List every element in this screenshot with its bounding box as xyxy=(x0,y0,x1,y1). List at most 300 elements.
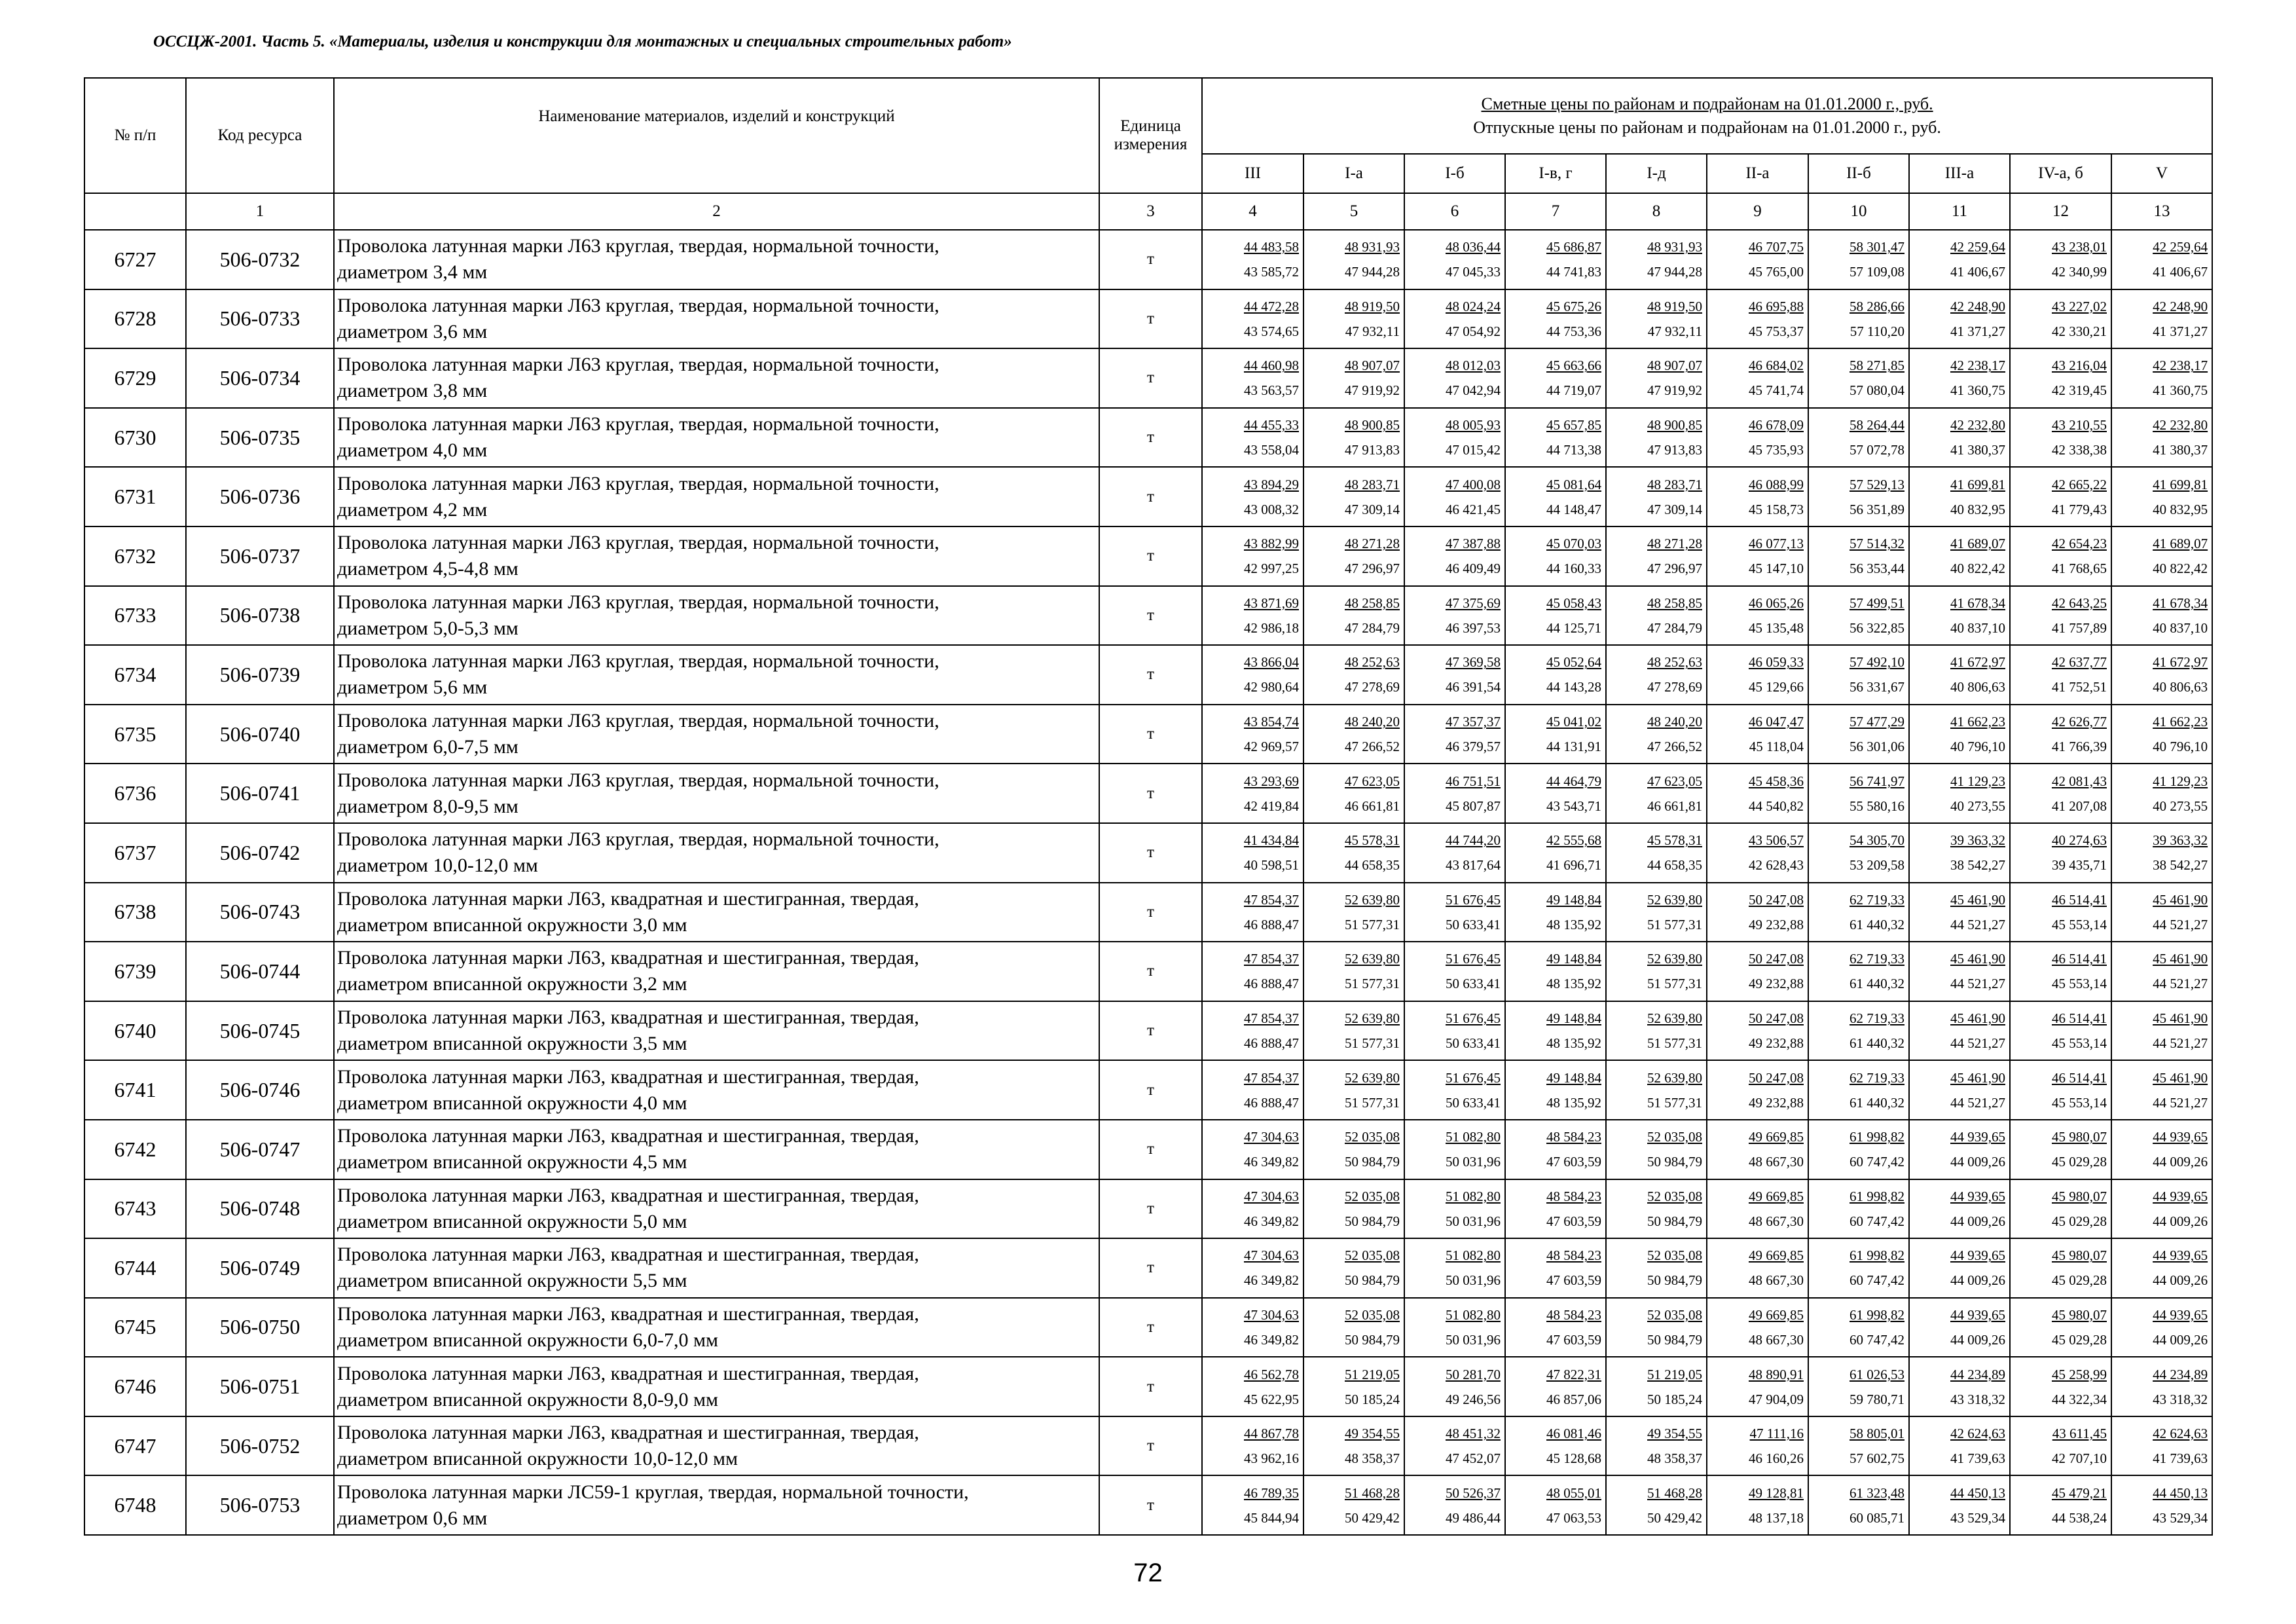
wholesale-price: 44 009,26 xyxy=(1950,1213,2005,1229)
price-cell xyxy=(1606,408,1707,468)
price-cell xyxy=(2010,1060,2111,1120)
column-number-cell: 9 xyxy=(1707,193,1808,230)
price-cell xyxy=(1707,705,1808,764)
estimate-price: 61 998,82 xyxy=(1850,1306,1904,1323)
wholesale-price: 51 577,31 xyxy=(1345,1035,1400,1052)
price-cell xyxy=(2010,230,2111,289)
resource-code: 506-0741 xyxy=(186,764,334,823)
wholesale-price: 61 440,32 xyxy=(1850,1094,1904,1111)
unit-of-measure: т xyxy=(1099,1001,1202,1061)
price-cell xyxy=(1303,467,1404,526)
wholesale-price: 46 661,81 xyxy=(1345,798,1400,814)
price-cell xyxy=(1505,1179,1606,1239)
wholesale-price: 41 779,43 xyxy=(2052,501,2107,517)
wholesale-price: 50 984,79 xyxy=(1647,1331,1702,1348)
price-cell xyxy=(2010,1475,2111,1535)
resource-code: 506-0752 xyxy=(186,1416,334,1476)
wholesale-price: 40 837,10 xyxy=(2153,619,2208,636)
estimate-price: 48 584,23 xyxy=(1546,1129,1601,1145)
wholesale-price: 45 029,28 xyxy=(2052,1331,2107,1348)
wholesale-price: 56 353,44 xyxy=(1850,561,1904,577)
wholesale-price: 44 741,83 xyxy=(1546,264,1601,280)
unit-of-measure: т xyxy=(1099,1060,1202,1120)
resource-code: 506-0750 xyxy=(186,1298,334,1357)
estimate-price: 45 980,07 xyxy=(2052,1129,2107,1145)
estimate-price: 41 678,34 xyxy=(2153,595,2208,611)
estimate-price: 52 639,80 xyxy=(1647,1010,1702,1027)
estimate-price: 47 304,63 xyxy=(1244,1129,1299,1145)
unit-of-measure: т xyxy=(1099,1120,1202,1179)
column-number-cell: 7 xyxy=(1505,193,1606,230)
material-name: Проволока латунная марки Л63, квадратная и шестигранная, твердая, диаметром вписанной окружности 3,0 мм xyxy=(334,883,1099,942)
price-cell xyxy=(1303,1001,1404,1061)
price-cell xyxy=(1808,467,1909,526)
wholesale-price: 47 278,69 xyxy=(1345,679,1400,695)
resource-code: 506-0732 xyxy=(186,230,334,289)
wholesale-price: 49 232,88 xyxy=(1749,976,1804,992)
table-row xyxy=(84,1179,2212,1239)
table-row xyxy=(84,1357,2212,1416)
wholesale-price: 50 185,24 xyxy=(1345,1391,1400,1407)
estimate-price: 43 238,01 xyxy=(2052,239,2107,255)
price-cell xyxy=(1404,883,1505,942)
price-cell xyxy=(1404,408,1505,468)
wholesale-price: 46 349,82 xyxy=(1244,1213,1299,1229)
price-cell xyxy=(2010,467,2111,526)
price-cell xyxy=(1808,1238,1909,1298)
estimate-price: 43 854,74 xyxy=(1244,714,1299,730)
estimate-price: 52 639,80 xyxy=(1345,1069,1400,1086)
wholesale-price: 45 553,14 xyxy=(2052,916,2107,932)
price-cell xyxy=(1505,408,1606,468)
estimate-price: 48 931,93 xyxy=(1647,239,1702,255)
estimate-price: 46 059,33 xyxy=(1749,654,1804,671)
wholesale-price: 47 063,53 xyxy=(1546,1509,1601,1526)
estimate-price: 46 678,09 xyxy=(1749,417,1804,434)
unit-of-measure: т xyxy=(1099,942,1202,1001)
price-cell xyxy=(1303,1060,1404,1120)
price-cell xyxy=(1909,764,2010,823)
price-cell xyxy=(2111,586,2212,646)
material-name: Проволока латунная марки Л63 круглая, твердая, нормальной точности, диаметром 4,2 мм xyxy=(334,467,1099,526)
price-cell xyxy=(1404,1475,1505,1535)
unit-of-measure: т xyxy=(1099,645,1202,705)
estimate-price: 41 699,81 xyxy=(1950,476,2005,492)
wholesale-price: 50 984,79 xyxy=(1345,1213,1400,1229)
price-cell xyxy=(1808,1475,1909,1535)
estimate-price: 52 639,80 xyxy=(1345,1010,1400,1027)
price-cell xyxy=(1303,1238,1404,1298)
wholesale-price: 47 944,28 xyxy=(1647,264,1702,280)
price-cell xyxy=(2010,1357,2111,1416)
price-cell xyxy=(1808,230,1909,289)
price-cell xyxy=(1606,764,1707,823)
estimate-price: 45 657,85 xyxy=(1546,417,1601,434)
price-cell xyxy=(1808,348,1909,408)
price-cell xyxy=(1202,1060,1303,1120)
price-cell xyxy=(1303,1357,1404,1416)
estimate-price: 41 662,23 xyxy=(1950,714,2005,730)
estimate-price: 47 357,37 xyxy=(1446,714,1501,730)
estimate-price: 45 479,21 xyxy=(2052,1485,2107,1501)
wholesale-price: 50 984,79 xyxy=(1345,1331,1400,1348)
price-cell xyxy=(2111,1238,2212,1298)
price-cell xyxy=(2111,823,2212,883)
wholesale-price: 47 904,09 xyxy=(1749,1391,1804,1407)
material-name: Проволока латунная марки Л63 круглая, твердая, нормальной точности, диаметром 4,0 мм xyxy=(334,408,1099,468)
price-cell xyxy=(2111,1060,2212,1120)
estimate-price: 45 461,90 xyxy=(2153,1010,2208,1027)
wholesale-price: 48 135,92 xyxy=(1546,976,1601,992)
estimate-price: 47 111,16 xyxy=(1749,1426,1804,1442)
price-cell xyxy=(1808,705,1909,764)
wholesale-price: 50 984,79 xyxy=(1647,1154,1702,1170)
price-cell xyxy=(2010,942,2111,1001)
row-number: 6739 xyxy=(84,942,186,1001)
column-number-cell: 10 xyxy=(1808,193,1909,230)
row-number: 6734 xyxy=(84,645,186,705)
price-cell xyxy=(1505,526,1606,586)
wholesale-price: 61 440,32 xyxy=(1850,1035,1904,1052)
price-cell xyxy=(1202,645,1303,705)
wholesale-price: 44 148,47 xyxy=(1546,501,1601,517)
wholesale-price: 46 379,57 xyxy=(1446,739,1501,755)
wholesale-price: 42 969,57 xyxy=(1244,739,1299,755)
row-number: 6742 xyxy=(84,1120,186,1179)
wholesale-price: 41 752,51 xyxy=(2052,679,2107,695)
estimate-price: 46 077,13 xyxy=(1749,536,1804,552)
wholesale-price: 50 633,41 xyxy=(1446,1035,1501,1052)
estimate-price: 48 900,85 xyxy=(1647,417,1702,434)
price-cell xyxy=(1404,764,1505,823)
column-number-cell: 6 xyxy=(1404,193,1505,230)
estimate-price: 47 369,58 xyxy=(1446,654,1501,671)
wholesale-price: 46 888,47 xyxy=(1244,976,1299,992)
wholesale-price: 45 844,94 xyxy=(1244,1509,1299,1526)
price-cell xyxy=(1505,1357,1606,1416)
price-cell xyxy=(2111,1001,2212,1061)
price-cell xyxy=(1909,823,2010,883)
wholesale-price: 38 542,27 xyxy=(1950,857,2005,874)
resource-code: 506-0735 xyxy=(186,408,334,468)
estimate-price: 45 980,07 xyxy=(2052,1247,2107,1264)
material-name: Проволока латунная марки Л63 круглая, твердая, нормальной точности, диаметром 3,6 мм xyxy=(334,289,1099,349)
price-cell xyxy=(1707,942,1808,1001)
wholesale-price: 45 135,48 xyxy=(1749,619,1804,636)
price-cell xyxy=(1606,586,1707,646)
resource-code: 506-0743 xyxy=(186,883,334,942)
price-cell xyxy=(1404,1298,1505,1357)
price-cell xyxy=(1404,645,1505,705)
wholesale-price: 40 832,95 xyxy=(2153,501,2208,517)
wholesale-price: 47 296,97 xyxy=(1345,561,1400,577)
price-cell xyxy=(1505,1238,1606,1298)
row-number: 6733 xyxy=(84,586,186,646)
wholesale-price: 50 984,79 xyxy=(1647,1272,1702,1289)
wholesale-price: 46 391,54 xyxy=(1446,679,1501,695)
estimate-price: 46 065,26 xyxy=(1749,595,1804,611)
estimate-price: 51 468,28 xyxy=(1345,1485,1400,1501)
price-cell xyxy=(1606,1298,1707,1357)
wholesale-price: 44 713,38 xyxy=(1546,442,1601,458)
wholesale-price: 45 622,95 xyxy=(1244,1391,1299,1407)
price-cell xyxy=(1505,942,1606,1001)
wholesale-price: 42 997,25 xyxy=(1244,561,1299,577)
estimate-price: 52 639,80 xyxy=(1647,891,1702,908)
wholesale-price: 47 266,52 xyxy=(1647,739,1702,755)
wholesale-price: 47 452,07 xyxy=(1446,1450,1501,1467)
estimate-price: 45 461,90 xyxy=(1950,951,2005,967)
row-number: 6727 xyxy=(84,230,186,289)
price-cell xyxy=(1202,883,1303,942)
wholesale-price: 42 980,64 xyxy=(1244,679,1299,695)
price-cell xyxy=(1303,705,1404,764)
estimate-price: 42 626,77 xyxy=(2052,714,2107,730)
resource-code: 506-0738 xyxy=(186,586,334,646)
wholesale-price: 45 807,87 xyxy=(1446,798,1501,814)
unit-of-measure: т xyxy=(1099,289,1202,349)
wholesale-price: 49 232,88 xyxy=(1749,1035,1804,1052)
wholesale-price: 43 574,65 xyxy=(1244,323,1299,339)
price-cell xyxy=(2111,408,2212,468)
header-num: № п/п xyxy=(84,78,186,193)
price-cell xyxy=(1404,1357,1505,1416)
material-name: Проволока латунная марки Л63, квадратная и шестигранная, твердая, диаметром вписанной окружности 6,0-7,0 мм xyxy=(334,1298,1099,1357)
estimate-price: 48 252,63 xyxy=(1345,654,1400,671)
price-cell xyxy=(1707,526,1808,586)
wholesale-price: 47 913,83 xyxy=(1345,442,1400,458)
price-cell xyxy=(1404,1060,1505,1120)
column-number-cell: 2 xyxy=(334,193,1099,230)
price-cell xyxy=(1909,942,2010,1001)
estimate-price: 52 035,08 xyxy=(1647,1247,1702,1264)
price-cell xyxy=(2010,1416,2111,1476)
wholesale-price: 46 421,45 xyxy=(1446,501,1501,517)
estimate-price: 48 584,23 xyxy=(1546,1247,1601,1264)
estimate-price: 46 514,41 xyxy=(2052,1069,2107,1086)
row-number: 6728 xyxy=(84,289,186,349)
row-number: 6744 xyxy=(84,1238,186,1298)
price-cell xyxy=(1505,883,1606,942)
price-cell xyxy=(2111,1475,2212,1535)
wholesale-price: 44 658,35 xyxy=(1345,857,1400,874)
estimate-price: 49 354,55 xyxy=(1647,1426,1702,1442)
price-cell xyxy=(2010,823,2111,883)
column-number-cell: 13 xyxy=(2111,193,2212,230)
wholesale-price: 45 741,74 xyxy=(1749,382,1804,399)
estimate-price: 45 461,90 xyxy=(1950,891,2005,908)
resource-code: 506-0747 xyxy=(186,1120,334,1179)
unit-of-measure: т xyxy=(1099,1238,1202,1298)
estimate-price: 52 639,80 xyxy=(1345,951,1400,967)
price-cell xyxy=(1808,526,1909,586)
price-cell xyxy=(1303,942,1404,1001)
estimate-price: 50 247,08 xyxy=(1749,1010,1804,1027)
resource-code: 506-0748 xyxy=(186,1179,334,1239)
price-cell xyxy=(1303,1298,1404,1357)
wholesale-price: 38 542,27 xyxy=(2153,857,2208,874)
estimate-price: 62 719,33 xyxy=(1850,1010,1904,1027)
table-row xyxy=(84,1475,2212,1535)
estimate-price: 58 805,01 xyxy=(1850,1426,1904,1442)
price-cell xyxy=(1404,1120,1505,1179)
wholesale-price: 56 331,67 xyxy=(1850,679,1904,695)
estimate-price: 48 240,20 xyxy=(1345,714,1400,730)
wholesale-price: 40 796,10 xyxy=(2153,739,2208,755)
wholesale-price: 44 521,27 xyxy=(1950,1035,2005,1052)
wholesale-price: 50 984,79 xyxy=(1647,1213,1702,1229)
price-cell xyxy=(1909,408,2010,468)
wholesale-price: 51 577,31 xyxy=(1345,976,1400,992)
price-cell xyxy=(1505,645,1606,705)
wholesale-price: 61 440,32 xyxy=(1850,976,1904,992)
estimate-price: 42 259,64 xyxy=(1950,239,2005,255)
estimate-price: 44 744,20 xyxy=(1446,832,1501,849)
wholesale-price: 53 209,58 xyxy=(1850,857,1904,874)
column-number-cell: 4 xyxy=(1202,193,1303,230)
wholesale-price: 45 735,93 xyxy=(1749,442,1804,458)
estimate-price: 48 283,71 xyxy=(1647,476,1702,492)
wholesale-price: 51 577,31 xyxy=(1647,1094,1702,1111)
price-cell xyxy=(1909,1001,2010,1061)
wholesale-price: 46 160,26 xyxy=(1749,1450,1804,1467)
wholesale-price: 41 757,89 xyxy=(2052,619,2107,636)
price-cell xyxy=(1505,1001,1606,1061)
wholesale-price: 46 661,81 xyxy=(1647,798,1702,814)
wholesale-price: 43 558,04 xyxy=(1244,442,1299,458)
region-header-cell: V xyxy=(2111,154,2212,193)
wholesale-price: 50 429,42 xyxy=(1647,1509,1702,1526)
estimate-price: 45 041,02 xyxy=(1546,714,1601,730)
estimate-price: 42 238,17 xyxy=(2153,358,2208,374)
estimate-price: 57 499,51 xyxy=(1850,595,1904,611)
price-cell xyxy=(1303,1416,1404,1476)
resource-code: 506-0739 xyxy=(186,645,334,705)
estimate-price: 42 654,23 xyxy=(2052,536,2107,552)
wholesale-price: 44 521,27 xyxy=(2153,976,2208,992)
wholesale-price: 44 009,26 xyxy=(2153,1154,2208,1170)
estimate-price: 51 468,28 xyxy=(1647,1485,1702,1501)
row-number: 6732 xyxy=(84,526,186,586)
price-cell xyxy=(1707,1475,1808,1535)
estimate-price: 52 035,08 xyxy=(1345,1188,1400,1204)
wholesale-price: 44 009,26 xyxy=(2153,1272,2208,1289)
wholesale-price: 45 553,14 xyxy=(2052,1035,2107,1052)
price-cell xyxy=(2111,526,2212,586)
wholesale-price: 50 633,41 xyxy=(1446,916,1501,932)
estimate-price: 44 472,28 xyxy=(1244,298,1299,314)
page-number: 72 xyxy=(1133,1559,1163,1587)
price-cell xyxy=(1909,883,2010,942)
wholesale-price: 45 129,66 xyxy=(1749,679,1804,695)
unit-of-measure: т xyxy=(1099,883,1202,942)
wholesale-price: 40 598,51 xyxy=(1244,857,1299,874)
estimate-price: 44 234,89 xyxy=(2153,1366,2208,1382)
row-number: 6730 xyxy=(84,408,186,468)
unit-of-measure: т xyxy=(1099,348,1202,408)
wholesale-price: 43 318,32 xyxy=(2153,1391,2208,1407)
price-cell xyxy=(1707,1120,1808,1179)
price-cell xyxy=(1505,705,1606,764)
wholesale-price: 47 309,14 xyxy=(1647,501,1702,517)
estimate-price: 41 434,84 xyxy=(1244,832,1299,849)
wholesale-price: 47 932,11 xyxy=(1647,323,1702,339)
wholesale-price: 41 360,75 xyxy=(2153,382,2208,399)
wholesale-price: 48 667,30 xyxy=(1749,1331,1804,1348)
price-cell xyxy=(1707,1001,1808,1061)
estimate-price: 42 637,77 xyxy=(2052,654,2107,671)
estimate-price: 49 669,85 xyxy=(1749,1188,1804,1204)
estimate-price: 61 998,82 xyxy=(1850,1129,1904,1145)
wholesale-price: 44 521,27 xyxy=(1950,916,2005,932)
unit-of-measure: т xyxy=(1099,1179,1202,1239)
header-prices xyxy=(1202,78,2212,154)
wholesale-price: 42 986,18 xyxy=(1244,619,1299,636)
unit-of-measure: т xyxy=(1099,1357,1202,1416)
region-header-cell: I-д xyxy=(1606,154,1707,193)
estimate-price: 48 258,85 xyxy=(1345,595,1400,611)
wholesale-price: 41 739,63 xyxy=(1950,1450,2005,1467)
price-cell xyxy=(1202,1238,1303,1298)
estimate-price: 42 643,25 xyxy=(2052,595,2107,611)
wholesale-price: 41 360,75 xyxy=(1950,382,2005,399)
wholesale-price: 45 029,28 xyxy=(2052,1154,2107,1170)
price-cell xyxy=(1505,764,1606,823)
price-cell xyxy=(1303,1475,1404,1535)
price-cell xyxy=(1202,467,1303,526)
price-cell xyxy=(1909,705,2010,764)
wholesale-price: 47 266,52 xyxy=(1345,739,1400,755)
price-cell xyxy=(1303,764,1404,823)
estimate-price: 52 639,80 xyxy=(1647,1069,1702,1086)
price-cell xyxy=(1404,823,1505,883)
price-cell xyxy=(1404,1416,1505,1476)
wholesale-price: 44 322,34 xyxy=(2052,1391,2107,1407)
estimate-price: 42 624,63 xyxy=(2153,1426,2208,1442)
wholesale-price: 57 109,08 xyxy=(1850,264,1904,280)
estimate-price: 48 036,44 xyxy=(1446,239,1501,255)
price-cell xyxy=(2111,289,2212,349)
estimate-price: 45 980,07 xyxy=(2052,1306,2107,1323)
price-cell xyxy=(1505,1475,1606,1535)
wholesale-price: 44 521,27 xyxy=(2153,916,2208,932)
wholesale-price: 43 563,57 xyxy=(1244,382,1299,399)
price-cell xyxy=(2010,1238,2111,1298)
wholesale-price: 60 747,42 xyxy=(1850,1154,1904,1170)
estimate-price: 44 450,13 xyxy=(1950,1485,2005,1501)
estimate-price: 48 584,23 xyxy=(1546,1306,1601,1323)
estimate-price: 41 689,07 xyxy=(2153,536,2208,552)
estimate-price: 61 323,48 xyxy=(1850,1485,1904,1501)
estimate-price: 41 672,97 xyxy=(2153,654,2208,671)
region-header-cell: II-а xyxy=(1707,154,1808,193)
estimate-price: 43 210,55 xyxy=(2052,417,2107,434)
wholesale-price: 47 054,92 xyxy=(1446,323,1501,339)
estimate-price: 52 639,80 xyxy=(1345,891,1400,908)
price-cell xyxy=(1606,1416,1707,1476)
wholesale-price: 56 351,89 xyxy=(1850,501,1904,517)
price-cell xyxy=(1505,289,1606,349)
price-cell xyxy=(1202,289,1303,349)
estimate-price: 45 070,03 xyxy=(1546,536,1601,552)
estimate-price: 47 623,05 xyxy=(1647,773,1702,789)
price-cell xyxy=(1808,942,1909,1001)
wholesale-price: 47 284,79 xyxy=(1345,619,1400,636)
price-table xyxy=(84,77,2213,1536)
resource-code: 506-0749 xyxy=(186,1238,334,1298)
wholesale-price: 56 322,85 xyxy=(1850,619,1904,636)
price-cell xyxy=(1202,1001,1303,1061)
